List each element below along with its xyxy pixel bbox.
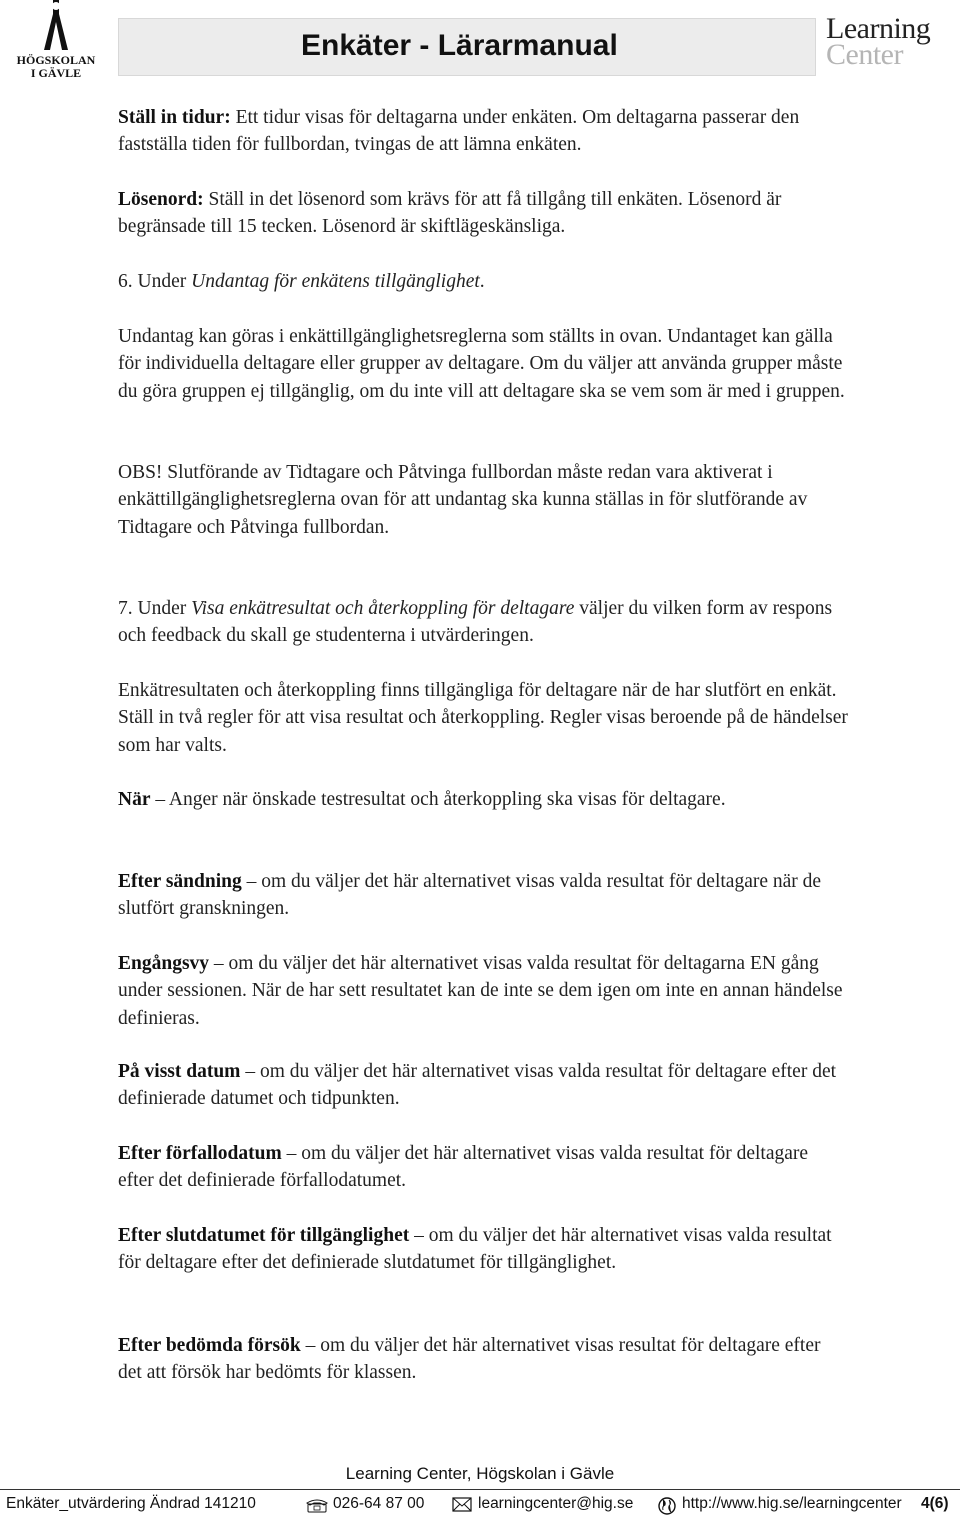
step-7-heading [118,595,848,650]
brand-line-1: Learning [826,12,931,45]
logo-line-1: HÖGSKOLAN [16,53,96,67]
step-6-heading [118,268,848,295]
definition-term: Efter förfallodatum [118,1143,282,1164]
definition-text: – om du väljer det här alternativet visas valda resultat för deltagare efter det definierade datumet och tidpunkten. [118,1061,837,1110]
footer-email[interactable]: learningcenter@hig.se [478,1495,634,1512]
page-number: 4(6) [921,1495,949,1512]
footer-document-info: Enkäter_utvärdering Ändrad 141210 [6,1495,256,1512]
logo-line-2: I GÄVLE [30,66,82,80]
hig-logo [6,0,106,86]
footer-organization: Learning Center, Högskolan i Gävle [345,1464,615,1483]
step-6-italic: Undantag för enkätens tillgänglighet [191,271,480,292]
page-title: Enkäter - Lärarmanual [301,29,618,62]
text-timer: Ett tidur visas för deltagarna under enkäten. Om deltagarna passerar den fastställa tiden för fullbordan, tvingas de att lämna enkäten. [118,107,800,156]
term-password: Lösenord: [118,189,204,210]
paragraph-obs: OBS! Slutförande av Tidtagare och Påtvinga fullbordan måste redan vara aktiverat i enkättillgänglighetsreglerna ovan för att undantag ska kunna ställas in för slutförande av Tidtagare och Påtvinga fullbordan. [118,462,808,538]
step-7-suffix: väljer du vilken form av respons och feedback du skall ge studenterna i utvärderingen. [118,598,833,647]
term-timer: Ställ in tidur: [118,107,231,128]
definition-text: – om du väljer det här alternativet visas resultat för deltagare efter det att försök har bedömts för klassen. [118,1335,821,1384]
phone-icon [306,1497,328,1513]
step-7-prefix: 7. Under [118,598,192,619]
definition-pa-visst-datum [118,1058,848,1113]
definition-text: – Anger när önskade testresultat och återkoppling ska visas för deltagare. [150,789,726,810]
learning-center-logo [826,12,956,71]
footer-website[interactable]: http://www.hig.se/learningcenter [682,1495,902,1512]
definition-text: – om du väljer det här alternativet visas valda resultat för deltagare efter det definierade slutdatumet för tillgänglighet. [118,1225,832,1274]
definition-text: – om du väljer det här alternativet visas valda resultat för deltagarna EN gång under sessionen. När de har sett resultatet kan de inte se dem igen om inte en annan händelse definieras. [118,953,843,1029]
paragraph-timer [118,104,848,159]
definition-term: När [118,789,151,810]
definition-term: Engångsvy [118,953,210,974]
definition-engangsvy [118,950,848,1032]
paragraph-exceptions: Undantag kan göras i enkättillgänglighetsreglerna som ställts in ovan. Undantaget kan gälla för individuella deltagare eller grupper av deltagare. Om du väljer att använda grupper måste du göra gruppen ej tillgänglig, om du inte vill att deltagare ska se vem som är med i gruppen. [118,326,845,402]
footer-phone: 026-64 87 00 [333,1495,425,1512]
definition-text: – om du väljer det här alternativet visas valda resultat för deltagare när de slutfört granskningen. [118,871,822,920]
step-6-prefix: 6. Under [118,271,192,292]
step-6-suffix: . [479,271,485,292]
hig-emblem-icon [30,0,82,52]
definition-term: Efter slutdatumet för tillgänglighet [118,1225,410,1246]
title-bar [118,18,816,76]
definition-term: Efter bedömda försök [118,1335,301,1356]
globe-icon [657,1497,677,1515]
definition-text: – om du väljer det här alternativet visas valda resultat för deltagare efter det definierade förfallodatumet. [118,1143,809,1192]
definition-efter-bedomda-forsok [118,1332,848,1387]
footer-divider [0,1489,960,1490]
definition-term: Efter sändning [118,871,242,892]
definition-efter-slutdatumet [118,1222,848,1277]
paragraph-password [118,186,848,241]
definition-efter-sandning [118,868,848,923]
definition-term: På visst datum [118,1061,241,1082]
paragraph-results: Enkätresultaten och återkoppling finns tillgängliga för deltagare när de har slutfört en enkät. Ställ in två regler för att visa resultat och återkoppling. Regler visas beroende på de händelser som har valts. [118,680,848,756]
definition-efter-forfallodatum [118,1140,848,1195]
step-7-italic: Visa enkätresultat och återkoppling för deltagare [191,598,575,619]
text-password: Ställ in det lösenord som krävs för att få tillgång till enkäten. Lösenord är begränsade till 15 tecken. Lösenord är skiftlägeskänsliga. [118,189,782,238]
definition-nar [118,786,848,813]
email-icon [452,1497,472,1512]
brand-line-2: Center [826,38,903,71]
